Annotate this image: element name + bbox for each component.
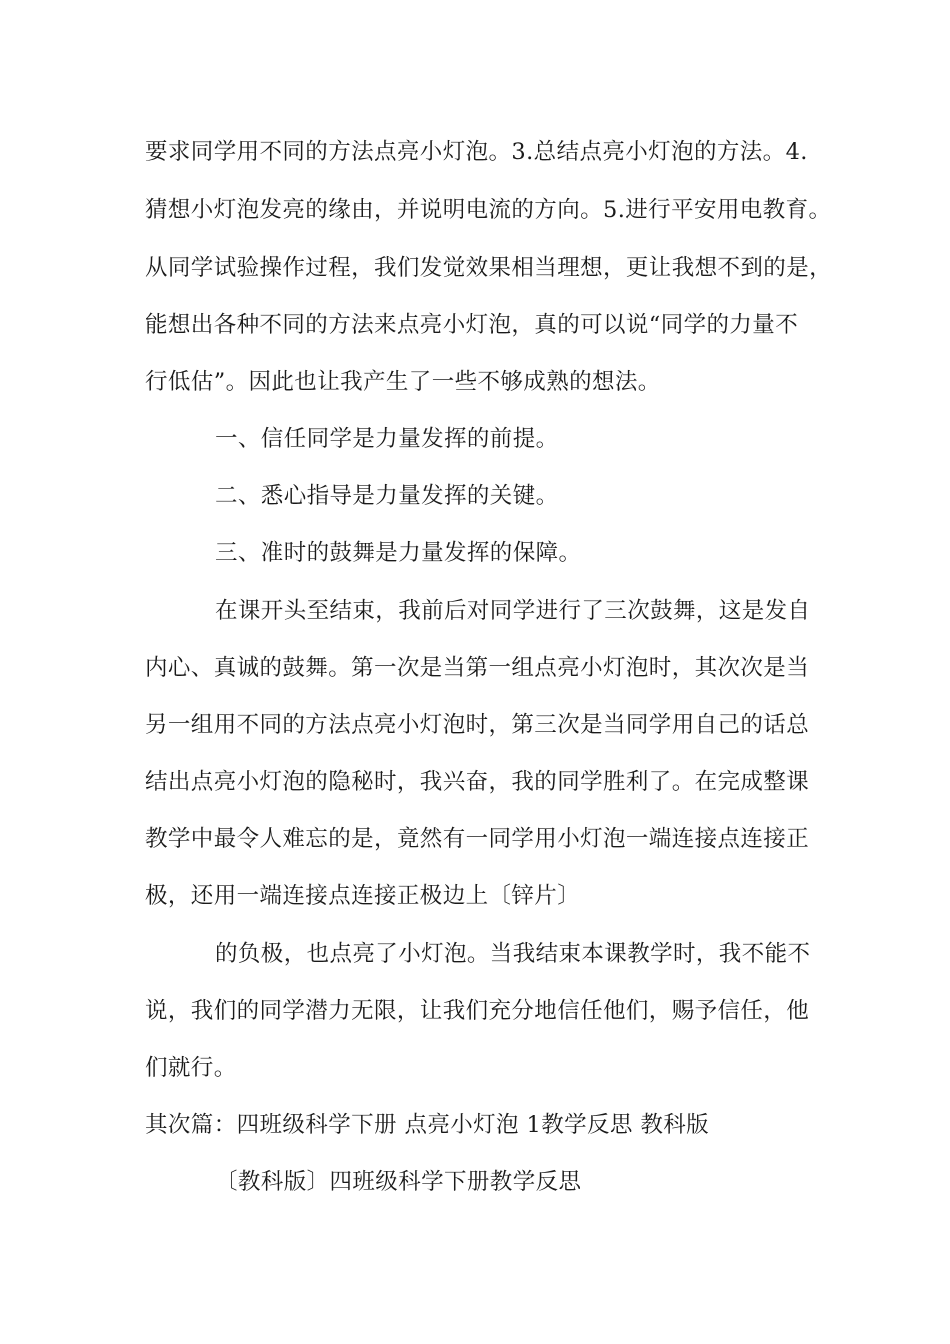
section-heading: 其次篇：四班级科学下册 点亮小灯泡 1教学反思 教科版 (145, 1112, 710, 1138)
list-item: 二、悉心指导是力量发挥的关键。 (215, 483, 559, 509)
section-subtitle: 〔教科版〕四班级科学下册教学反思 (215, 1169, 582, 1195)
paragraph-line: 极，还用一端连接点连接正极边上〔锌片〕 (145, 883, 581, 909)
paragraph-line: 从同学试验操作过程，我们发觉效果相当理想，更让我想不到的是， (145, 255, 833, 281)
paragraph-line: 另一组用不同的方法点亮小灯泡时，第三次是当同学用自己的话总 (145, 712, 810, 738)
paragraph-line: 要求同学用不同的方法点亮小灯泡。3.总结点亮小灯泡的方法。4. (145, 139, 808, 165)
paragraph-line: 行低估”。因此也让我产生了一些不够成熟的想法。 (145, 369, 661, 395)
paragraph-line: 在课开头至结束，我前后对同学进行了三次鼓舞，这是发自 (215, 598, 811, 624)
list-item: 一、信任同学是力量发挥的前提。 (215, 426, 559, 452)
paragraph-line: 教学中最令人难忘的是，竟然有一同学用小灯泡一端连接点连接正 (145, 826, 810, 852)
paragraph-line: 说，我们的同学潜力无限，让我们充分地信任他们，赐予信任，他 (145, 998, 810, 1024)
paragraph-line: 们就行。 (145, 1055, 237, 1081)
list-item: 三、准时的鼓舞是力量发挥的保障。 (215, 540, 582, 566)
paragraph-line: 猜想小灯泡发亮的缘由，并说明电流的方向。5.进行平安用电教育。 (145, 197, 832, 223)
paragraph-line: 能想出各种不同的方法来点亮小灯泡，真的可以说“同学的力量不 (145, 312, 799, 338)
paragraph-line: 内心、真诚的鼓舞。第一次是当第一组点亮小灯泡时，其次次是当 (145, 655, 810, 681)
paragraph-line: 结出点亮小灯泡的隐秘时，我兴奋，我的同学胜利了。在完成整课 (145, 769, 810, 795)
paragraph-line: 的负极，也点亮了小灯泡。当我结束本课教学时，我不能不 (215, 941, 811, 967)
